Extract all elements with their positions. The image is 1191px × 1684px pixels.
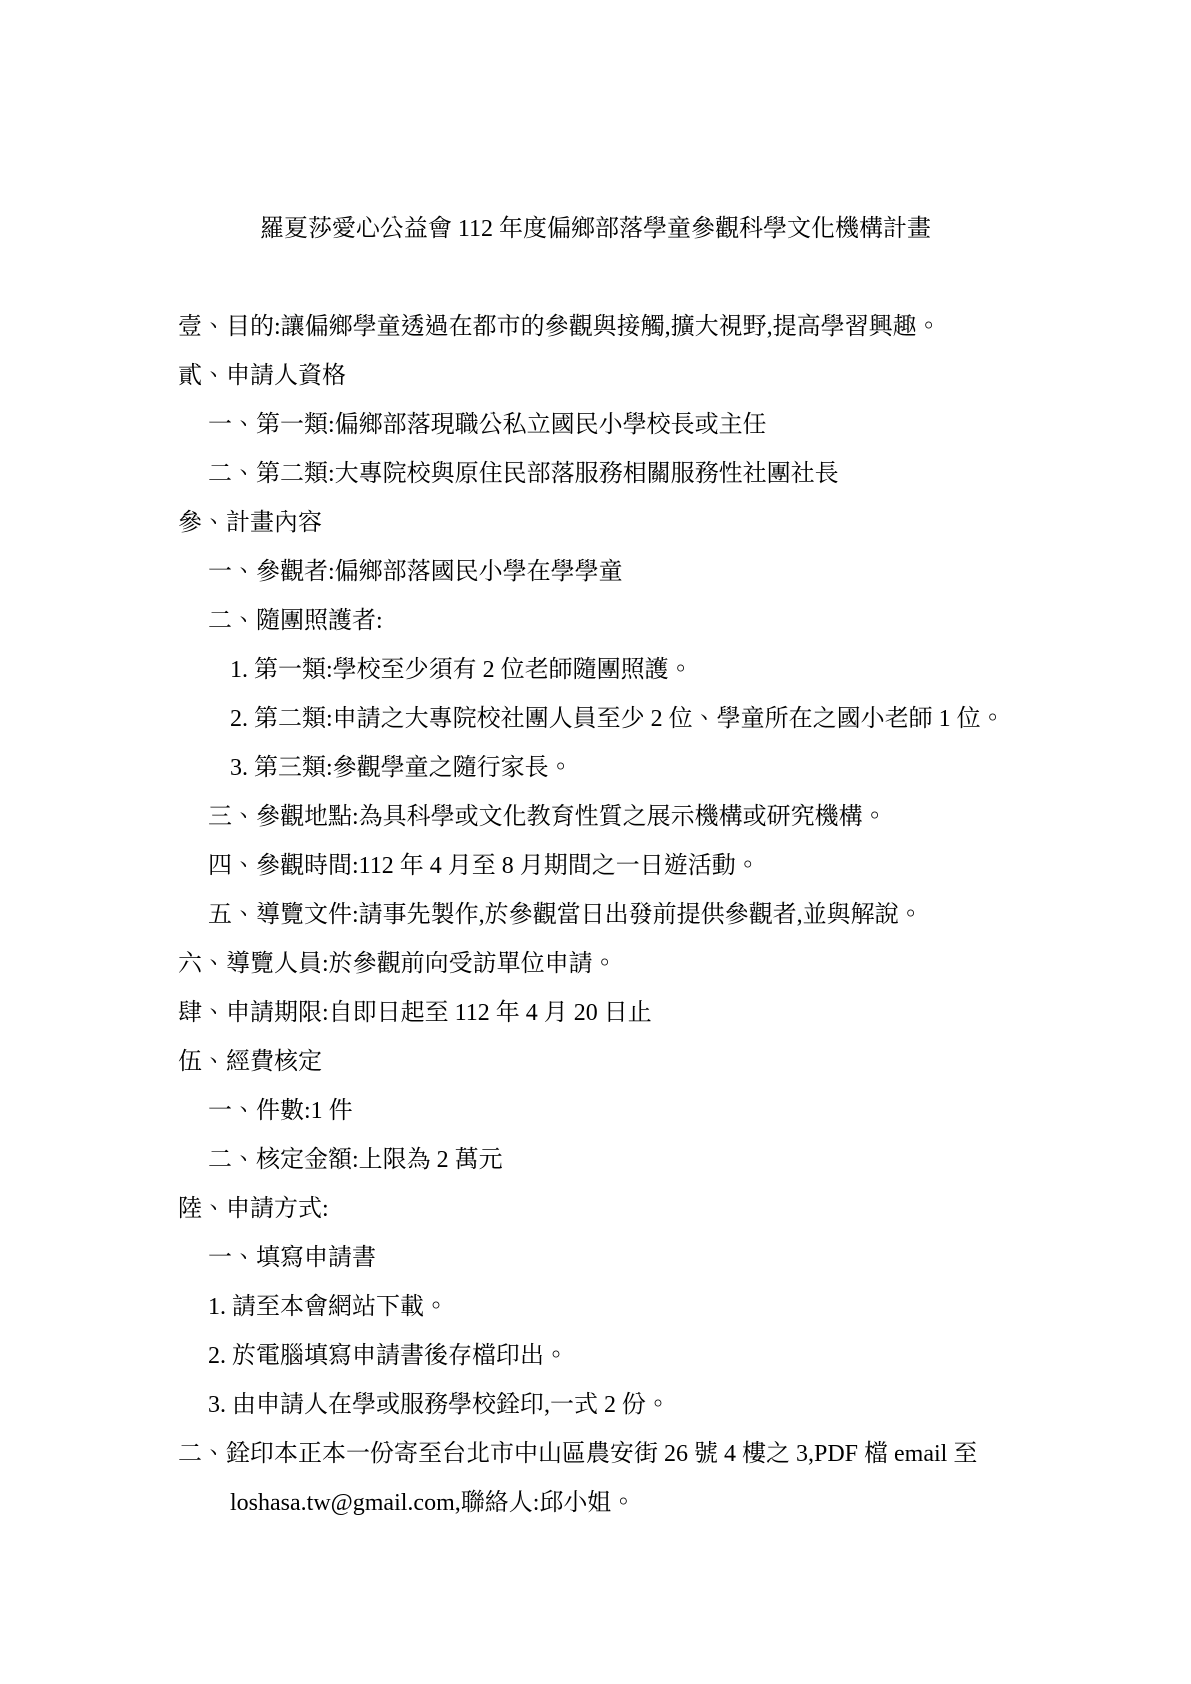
document-line: 3. 第三類:參觀學童之隨行家長。 (230, 755, 573, 781)
document-line: 肆、申請期限:自即日起至 112 年 4 月 20 日止 (178, 1000, 652, 1026)
document-line: 1. 請至本會網站下載。 (208, 1294, 448, 1320)
document-line: 2. 第二類:申請之大專院校社團人員至少 2 位、學童所在之國小老師 1 位。 (230, 706, 1005, 732)
document-line: 1. 第一類:學校至少須有 2 位老師隨團照護。 (230, 657, 693, 683)
document-line: 伍、經費核定 (178, 1049, 322, 1075)
document-line: 一、第一類:偏鄉部落現職公私立國民小學校長或主任 (208, 412, 767, 438)
document-line: 五、導覽文件:請事先製作,於參觀當日出發前提供參觀者,並與解說。 (208, 902, 923, 928)
document-line: 2. 於電腦填寫申請書後存檔印出。 (208, 1343, 568, 1369)
document-line: 三、參觀地點:為具科學或文化教育性質之展示機構或研究機構。 (208, 804, 887, 830)
document-body (178, 303, 1071, 1528)
document-line: 貳、申請人資格 (178, 363, 346, 389)
document-line: 二、隨團照護者: (208, 608, 383, 634)
document-line: 陸、申請方式: (178, 1196, 329, 1222)
document-line: 二、第二類:大專院校與原住民部落服務相關服務性社團社長 (208, 461, 839, 487)
document-line: 一、件數:1 件 (208, 1098, 353, 1124)
document-line: 3. 由申請人在學或服務學校銓印,一式 2 份。 (208, 1392, 670, 1418)
document-line: 一、填寫申請書 (208, 1245, 376, 1271)
document-line: 四、參觀時間:112 年 4 月至 8 月期間之一日遊活動。 (208, 853, 760, 879)
document-line: 二、銓印本正本一份寄至台北市中山區農安街 26 號 4 樓之 3,PDF 檔 email 至 (178, 1441, 978, 1467)
document-title: 羅夏莎愛心公益會 112 年度偏鄉部落學童參觀科學文化機構計畫 (259, 216, 932, 242)
document-line: 一、參觀者:偏鄉部落國民小學在學學童 (208, 559, 623, 585)
document-line: loshasa.tw@gmail.com,聯絡人:邱小姐。 (230, 1490, 636, 1516)
document-line: 二、核定金額:上限為 2 萬元 (208, 1147, 503, 1173)
document-line: 參、計畫內容 (178, 510, 322, 536)
document-line: 六、導覽人員:於參觀前向受訪單位申請。 (178, 951, 617, 977)
document-line: 壹、目的:讓偏鄉學童透過在都市的參觀與接觸,擴大視野,提高學習興趣。 (178, 314, 941, 340)
